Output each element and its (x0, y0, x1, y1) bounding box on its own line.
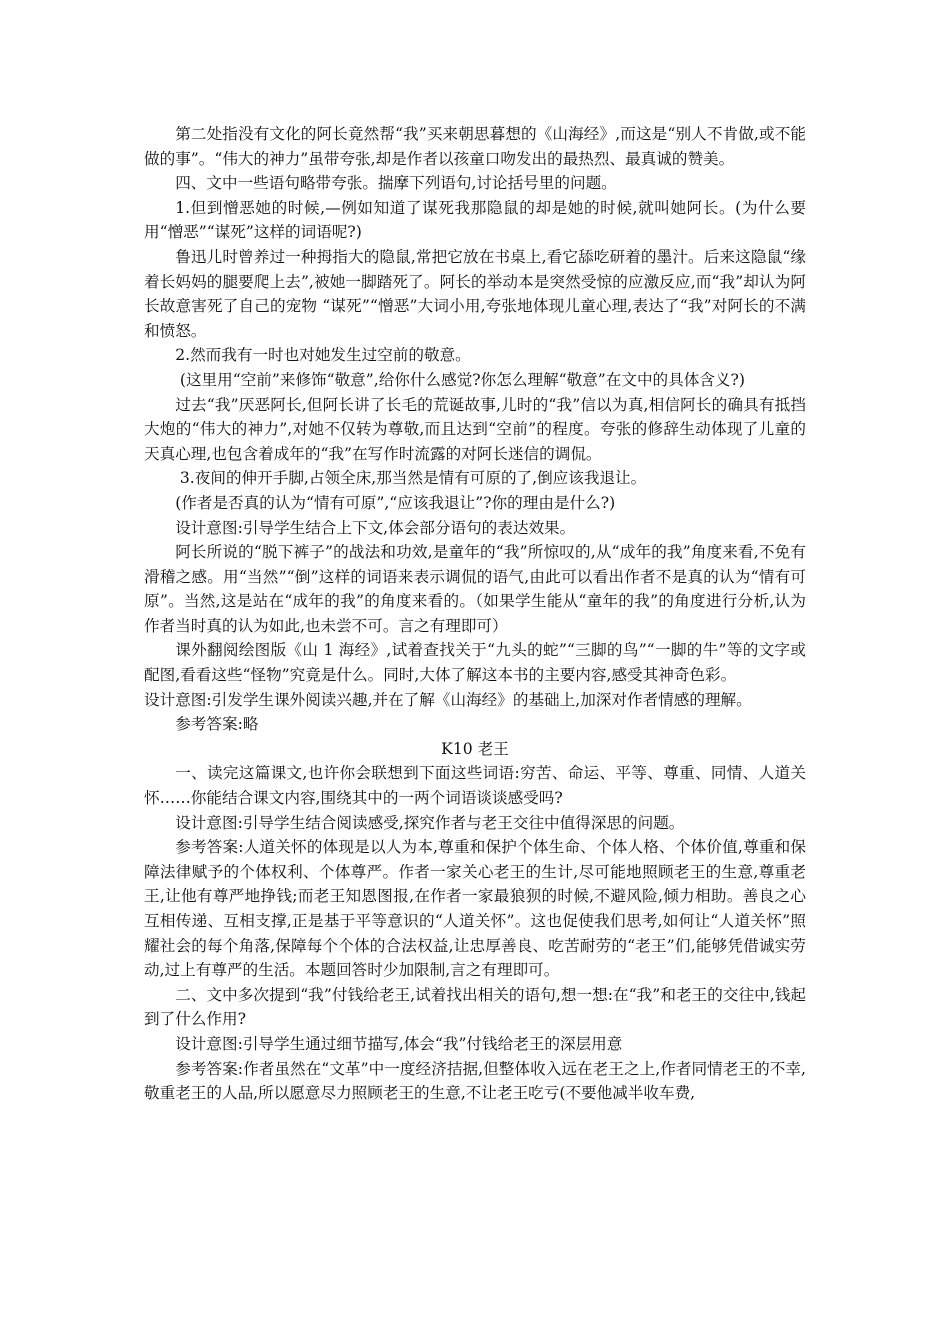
section-heading: 二、文中多次提到“我”付钱给老王,试着找出相关的语句,想一想:在“我”和老王的交往中,钱起到了什么作用? (144, 985, 806, 1029)
quoted-sentence: 2.然而我有一时也对她发生过空前的敬意。 (175, 346, 471, 365)
lesson-title: K10 老王 (441, 739, 509, 758)
paragraph: 课外翻阅绘图版《山 1 海经》,试着查找关于“九头的蛇”“三脚的鸟”“一脚的牛”等的文字或配图,看看这些“怪物”究竟是什么。同时,大体了解这本书的主要内容,感受其神奇色彩。 (144, 641, 806, 685)
design-intent: 设计意图:引导学生通过细节描写,体会“我”付钱给老王的深层用意 (175, 1034, 623, 1053)
design-intent: 设计意图:引发学生课外阅读兴趣,并在了解《山海经》的基础上,加深对作者情感的理解。 (144, 690, 752, 709)
paragraph: 阿长所说的“脱下裤子”的战法和功效,是童年的“我”所惊叹的,从“成年的我”角度来看,不免有滑稽之感。用“当然”“倒”这样的词语来表示调侃的语气,由此可以看出作者不是真的认为“情有可原”。当然,这是站在“成年的我”的角度来看的。（如果学生能从“童年的我”的角度进行分析,认为作者当时真的认为如此,也未尝不可。言之有理即可） (144, 543, 806, 635)
paragraph: 鲁迅儿时曾养过一种拇指大的隐鼠,常把它放在书桌上,看它舔吃研着的墨汁。后来这隐鼠“缘着长妈妈的腿要爬上去”,被她一脚踏死了。阿长的举动本是突然受惊的应激反应,而“我”却认为阿长故意害死了自己的宠物 “谋死”“憎恶”大词小用,夸张地体现儿童心理,表达了“我”对阿长的不满和愤怒。 (144, 247, 806, 340)
paragraph: 第二处指没有文化的阿长竟然帮“我”买来朝思暮想的《山海经》,而这是“别人不肯做,或不能做的事”。“伟大的神力”虽带夸张,却是作者以孩童口吻发出的最热烈、最真诚的赞美。 (144, 125, 806, 168)
reference-answer: 参考答案:作者虽然在“文革”中一度经济拮据,但整体收入远在老王之上,作者同情老王的不幸,敬重老王的人品,所以愿意尽力照顾老王的生意,不让老王吃亏(不要他减半收车费, (144, 1059, 806, 1103)
section-heading: 四、文中一些语句略带夸张。揣摩下列语句,讨论括号里的问题。 (175, 174, 617, 193)
design-intent: 设计意图:引导学生结合上下文,体会部分语句的表达效果。 (175, 518, 576, 537)
design-intent: 设计意图:引导学生结合阅读感受,探究作者与老王交往中值得深思的问题。 (175, 813, 685, 832)
quoted-sentence: 1.但到憎恶她的时候,—例如知道了谋死我那隐鼠的却是她的时候,就叫她阿长。(为什么要用“憎恶”“谋死”这样的词语呢?) (144, 198, 806, 242)
paragraph: 过去“我”厌恶阿长,但阿长讲了长毛的荒诞故事,儿时的“我”信以为真,相信阿长的确具有抵挡大炮的“伟大的神力”,对她不仅转为尊敬,而且达到“空前”的程度。夸张的修辞生动体现了儿童的天真心理,也包含着成年的“我”在写作时流露的对阿长迷信的调侃。 (144, 395, 806, 463)
reference-answer: 参考答案:人道关怀的体现是以人为本,尊重和保护个体生命、个体人格、个体价值,尊重和保障法律赋予的个体权利、个体尊严。作者一家关心老王的生计,尽可能地照顾老王的生意,尊重老王,让他有尊严地挣钱;而老王知恩图报,在作者一家最狼狈的时候,不避风险,倾力相助。善良之心互相传递、互相支撑,正是基于平等意识的“人道关怀”。这也促使我们思考,如何让“人道关怀”照耀社会的每个角落,保障每个个体的合法权益,让忠厚善良、吃苦耐劳的“老王”们,能够凭借诚实劳动,过上有尊严的生活。本题回答时少加限制,言之有理即可。 (144, 838, 806, 980)
document-page (144, 122, 806, 1106)
question: (这里用“空前”来修饰“敬意”,给你什么感觉?你怎么理解“敬意”在文中的具体含义?) (179, 370, 745, 389)
question: (作者是否真的认为“情有可原”,“应该我退让”?你的理由是什么?) (175, 493, 616, 512)
quoted-sentence: 3.夜间的伸开手脚,占领全床,那当然是情有可原的了,倒应该我退让。 (179, 469, 647, 488)
section-heading: 一、读完这篇课文,也许你会联想到下面这些词语:穷苦、命运、平等、尊重、同情、人道关怀……你能结合课文内容,围绕其中的一两个词语谈谈感受吗? (144, 764, 806, 808)
reference-answer: 参考答案:略 (175, 715, 259, 734)
